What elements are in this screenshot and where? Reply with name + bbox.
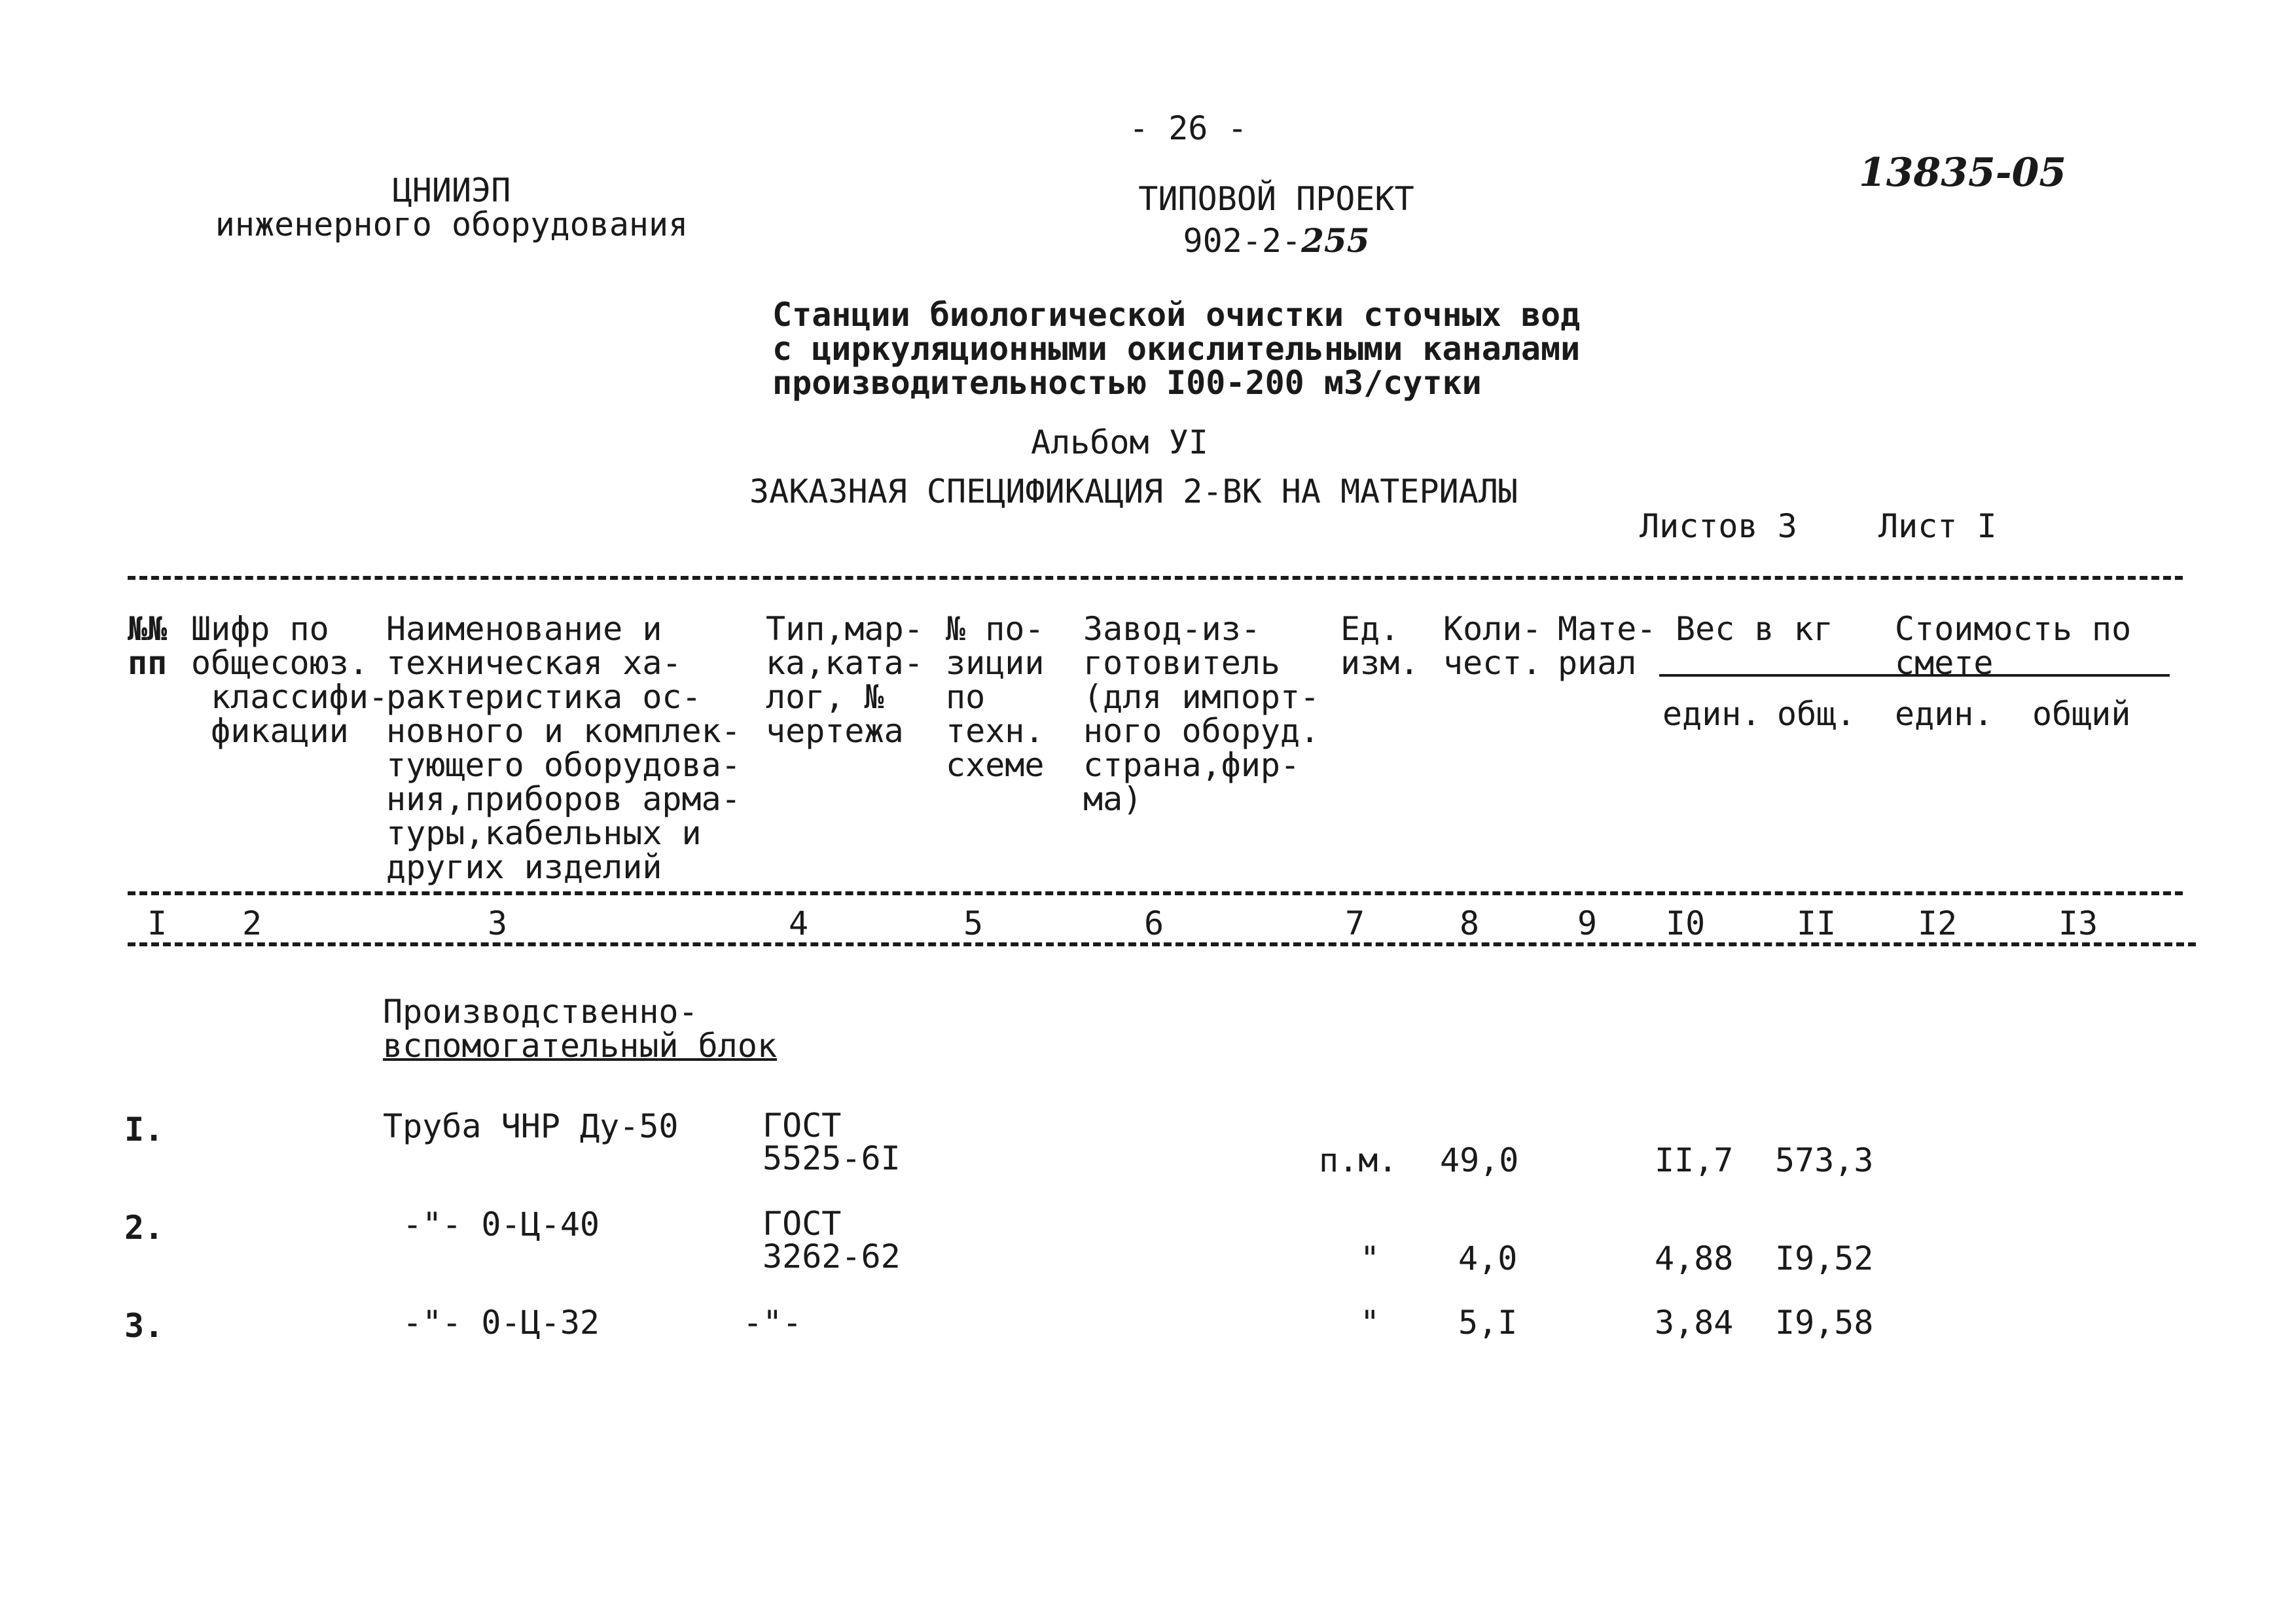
row-unit: " [1360, 1240, 1380, 1277]
row-item-name: -"- 0-Ц-32 [403, 1304, 600, 1342]
row-weight-unit: II,7 [1655, 1141, 1734, 1179]
row-item-name: Труба ЧНР Ду-50 [383, 1107, 679, 1145]
weight-header-underline [1659, 674, 1882, 677]
header-weight: Вес в кг [1676, 610, 1833, 648]
row-type-standard: ГОСТ 3262-62 [762, 1205, 901, 1275]
header-weight-unit: един. [1662, 695, 1761, 733]
project-title: ТИПОВОЙ ПРОЕКТ [1138, 180, 1414, 218]
row-weight-unit: 3,84 [1655, 1304, 1734, 1342]
column-number-10: I0 [1666, 904, 1706, 942]
section-heading [383, 995, 777, 1063]
column-number-5: 5 [963, 904, 984, 942]
row-unit: " [1360, 1304, 1380, 1342]
header-bottom-border [128, 891, 2183, 895]
row-weight-unit: 4,88 [1655, 1240, 1734, 1277]
column-number-11: II [1797, 904, 1837, 942]
row-type-standard: ГОСТ 5525-6I [762, 1107, 901, 1177]
header-row-number: №№ пп [128, 610, 168, 682]
column-number-7: 7 [1345, 904, 1365, 942]
sheets-total: Листов 3 [1640, 507, 1797, 545]
document-stamp: 13835-05 [1859, 150, 2067, 196]
header-quantity: Коли- чест. [1443, 610, 1542, 682]
header-classification-code: Шифр по общесоюз. классифи- фикации [191, 610, 389, 750]
header-weight-total: общ. [1777, 695, 1856, 733]
row-type-standard: -"- [743, 1304, 802, 1342]
row-item-name: -"- 0-Ц-40 [403, 1205, 600, 1243]
project-number [949, 221, 1604, 260]
description-line-1: Станции биологической очистки сточных вод [772, 296, 1581, 334]
header-position-number: № по- зиции по техн. схеме [946, 610, 1045, 784]
header-unit: Ед. изм. [1340, 610, 1420, 682]
row-quantity: 5,I [1458, 1304, 1518, 1342]
header-cost-unit: един. [1895, 695, 1994, 733]
column-number-1: I [147, 904, 168, 942]
table-top-border [128, 576, 2183, 580]
row-number: I. [124, 1111, 164, 1149]
header-name-and-characteristics: Наименование и техническая ха- рактеристика ос- новного и комплек- тующего оборудова- ния,приборов арма- туры,кабельных и других изделий [386, 610, 741, 886]
sheet-current: Лист I [1878, 507, 1997, 545]
section-heading-line-1: Производственно- [383, 993, 698, 1031]
column-number-9: 9 [1577, 904, 1598, 942]
column-number-12: I2 [1918, 904, 1958, 942]
description-line-3: производительностью I00-200 м3/сутки [772, 364, 1482, 402]
column-number-2: 2 [242, 904, 262, 942]
header-cost-total: общий [2032, 695, 2131, 733]
organization-subtitle: инженерного оборудования [215, 205, 689, 243]
column-number-3: 3 [488, 904, 508, 942]
row-weight-total: I9,52 [1775, 1240, 1874, 1277]
row-number: 3. [124, 1307, 164, 1345]
organization-name: ЦНИИЭП [392, 171, 511, 209]
specification-title: ЗАКАЗНАЯ СПЕЦИФИКАЦИЯ 2-ВК НА МАТЕРИАЛЫ [749, 473, 1518, 510]
page-number: - 26 - [1129, 109, 1247, 147]
header-cost: Стоимость по смете [1895, 610, 2132, 682]
project-number-handwritten: 255 [1301, 221, 1370, 260]
project-description [772, 298, 1580, 400]
row-quantity: 49,0 [1440, 1141, 1519, 1179]
column-numbers-underline [128, 942, 2196, 946]
organization [196, 173, 707, 241]
row-weight-total: I9,58 [1775, 1304, 1874, 1342]
column-number-8: 8 [1460, 904, 1480, 942]
section-heading-line-2: вспомогательный блок [383, 1027, 778, 1065]
column-number-13: I3 [2058, 904, 2098, 942]
project-number-printed: 902-2- [1183, 222, 1302, 260]
header-type-catalog: Тип,мар- ка,ката- лог, № чертежа [766, 610, 924, 750]
row-unit: п.м. [1319, 1141, 1398, 1179]
column-number-4: 4 [789, 904, 809, 942]
row-number: 2. [124, 1209, 164, 1247]
row-quantity: 4,0 [1458, 1240, 1518, 1277]
header-manufacturer: Завод-из- готовитель (для импорт- ного оборуд. страна,фир- ма) [1083, 610, 1320, 818]
row-weight-total: 573,3 [1775, 1141, 1874, 1179]
description-line-2: с циркуляционными окислительными каналами [772, 330, 1581, 368]
album-title: Альбом УI [1031, 423, 1208, 461]
header-material: Мате- риал [1558, 610, 1657, 682]
project-block [949, 182, 1604, 258]
cost-header-underline [1882, 674, 2170, 677]
column-number-6: 6 [1144, 904, 1164, 942]
